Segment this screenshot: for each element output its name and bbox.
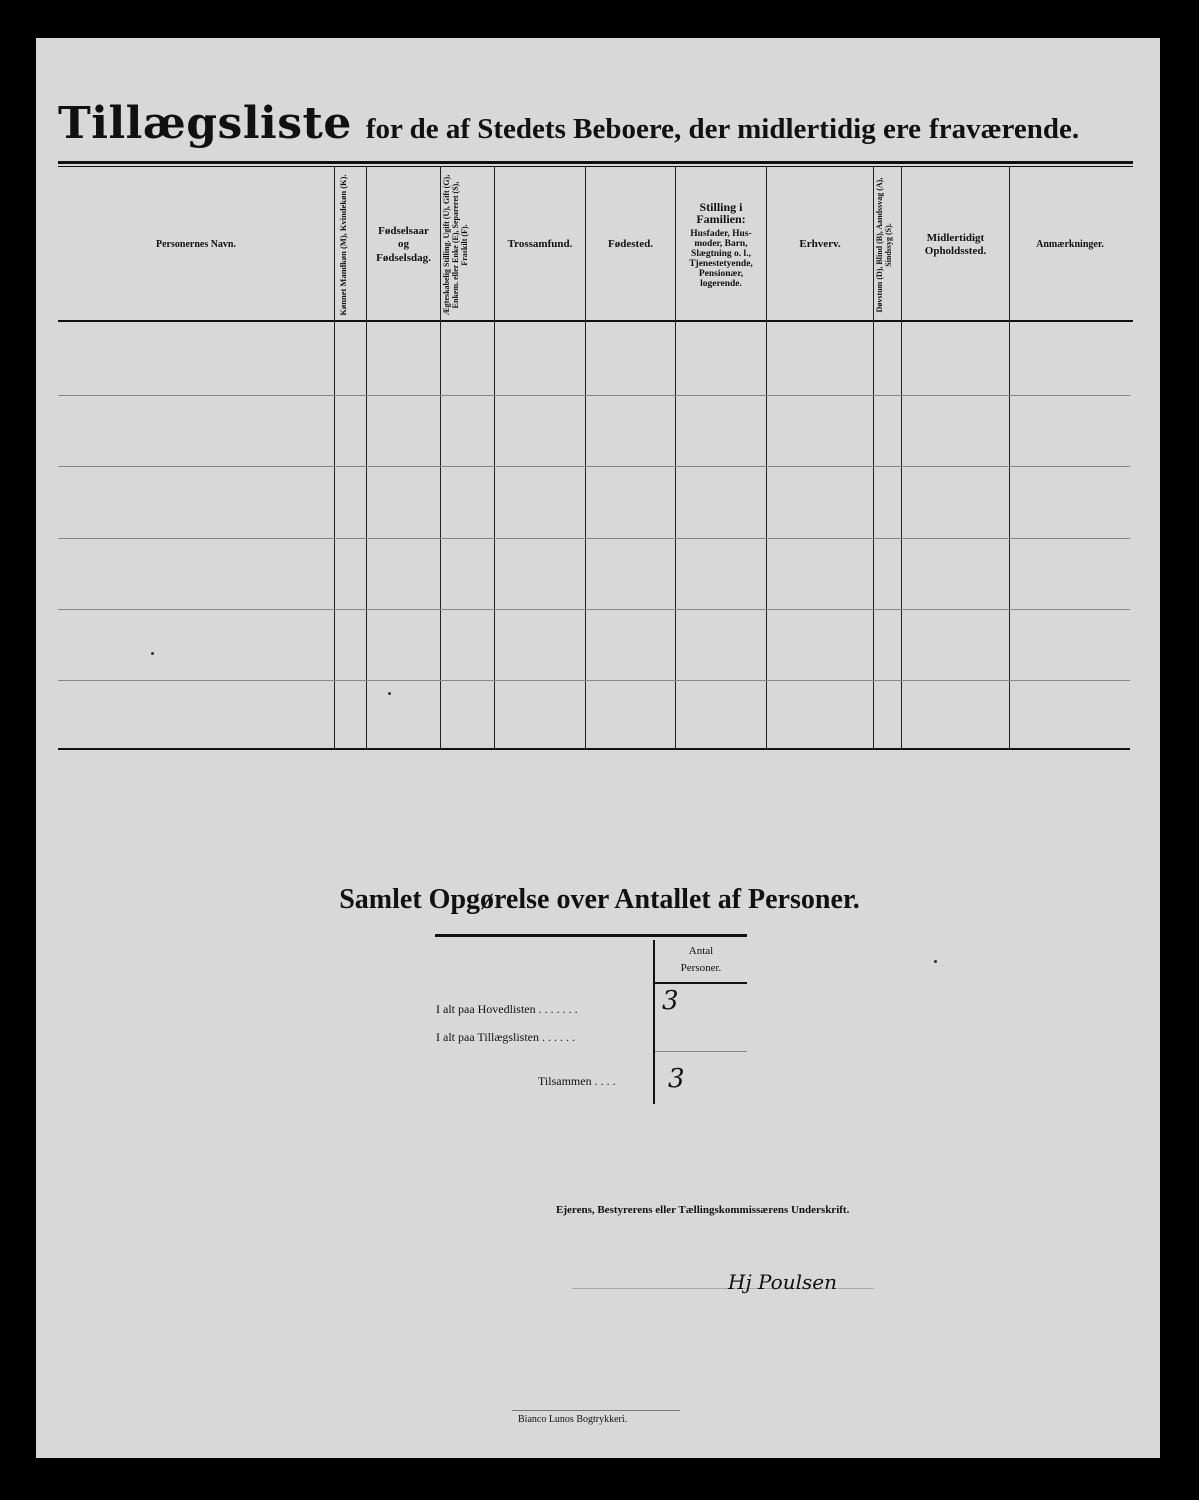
col-header-stilling-line4: moder, Barn, xyxy=(694,238,748,249)
col-header-dovstum: Døvstum (D), Blind (B), Aandssvag (A), Sindssyg (S). xyxy=(875,177,893,313)
summary-col-head-2: Personer. xyxy=(680,962,722,974)
summary-row3-label: Tilsammen . . . . xyxy=(538,1074,616,1088)
table-top-rule-thin xyxy=(58,166,1133,167)
col-header-stilling xyxy=(676,185,766,305)
ink-speck xyxy=(388,692,391,695)
printer-credit: Bianco Lunos Bogtrykkeri. xyxy=(518,1414,628,1425)
col-header-fodsel xyxy=(367,170,440,320)
form-title-main: Tillægsliste xyxy=(58,98,352,149)
table-row-line xyxy=(58,609,1130,610)
form-title-rest: for de af Stedets Beboere, der midlertidig ere xyxy=(365,113,922,145)
col-header-ophold-line2: Opholdssted. xyxy=(924,245,987,257)
col-header-erhverv: Erhverv. xyxy=(799,238,841,251)
col-header-fodested: Fødested. xyxy=(608,238,653,251)
col-sep xyxy=(873,166,874,750)
summary-title: Samlet Opgørelse over Antallet af Personer. xyxy=(339,884,860,915)
table-bottom-rule xyxy=(58,748,1130,750)
printer-rule xyxy=(512,1410,680,1411)
table-row-line xyxy=(58,538,1130,539)
summary-sum-rule xyxy=(655,1051,747,1052)
summary-row1-value: 3 xyxy=(662,986,679,1016)
col-header-stilling-line1: Stilling i xyxy=(699,199,743,214)
signature-handwritten: Hj Poulsen xyxy=(728,1270,837,1294)
col-sep xyxy=(440,166,441,750)
summary-top-rule xyxy=(435,934,747,937)
ink-speck xyxy=(151,652,154,655)
col-header-ophold xyxy=(902,170,1009,320)
table-top-rule xyxy=(58,161,1133,164)
col-header-kon: Kønnet Mandkøn (M), Kvindekøn (K). xyxy=(338,174,348,316)
table-row-line xyxy=(58,395,1130,396)
col-header-fodsel-line1: Fødselsaar xyxy=(378,225,429,238)
col-header-stilling-line6: Tjenestetyende, xyxy=(689,258,753,269)
col-header-fodsel-line3: Fødselsdag. xyxy=(376,251,431,264)
col-header-tro: Trossamfund. xyxy=(507,238,573,251)
table-row-line xyxy=(58,466,1130,467)
summary-col-head-1: Antal xyxy=(688,945,714,957)
col-header-stilling-line7: Pensionær, xyxy=(698,268,744,279)
col-header-stilling-line5: Slægtning o. l., xyxy=(691,248,751,259)
summary-head-rule xyxy=(655,982,747,984)
ink-speck xyxy=(934,960,937,963)
form-title xyxy=(58,98,1138,154)
col-header-aegteskab: Ægteskabelig Stilling. Ugift (U), Gift (G), Enkem. eller Enke (E), Separeret (S), Fraskilt (F). xyxy=(442,174,469,316)
form-title-last: fraværende. xyxy=(929,113,1080,145)
col-header-stilling-line2: Familien: xyxy=(696,212,746,227)
summary-row1-label: I alt paa Hovedlisten . . . . . . . xyxy=(436,1002,578,1016)
signature-label: Ejerens, Bestyrerens eller Tællingskommissærens Underskrift. xyxy=(556,1204,850,1216)
col-header-name: Personernes Navn. xyxy=(156,239,236,250)
table-row-line xyxy=(58,680,1130,681)
table-header-rule xyxy=(58,320,1133,322)
col-header-stilling-line3: Husfader, Hus- xyxy=(690,228,752,239)
summary-row2-label: I alt paa Tillægslisten . . . . . . xyxy=(436,1030,576,1044)
summary-row3-value: 3 xyxy=(668,1064,685,1094)
col-header-stilling-line8: logerende. xyxy=(700,278,742,289)
col-header-anm: Anmærkninger. xyxy=(1036,239,1104,250)
col-sep xyxy=(334,166,335,750)
col-header-ophold-line1: Midlertidigt xyxy=(926,231,985,244)
col-header-fodsel-line2: og xyxy=(398,238,409,251)
